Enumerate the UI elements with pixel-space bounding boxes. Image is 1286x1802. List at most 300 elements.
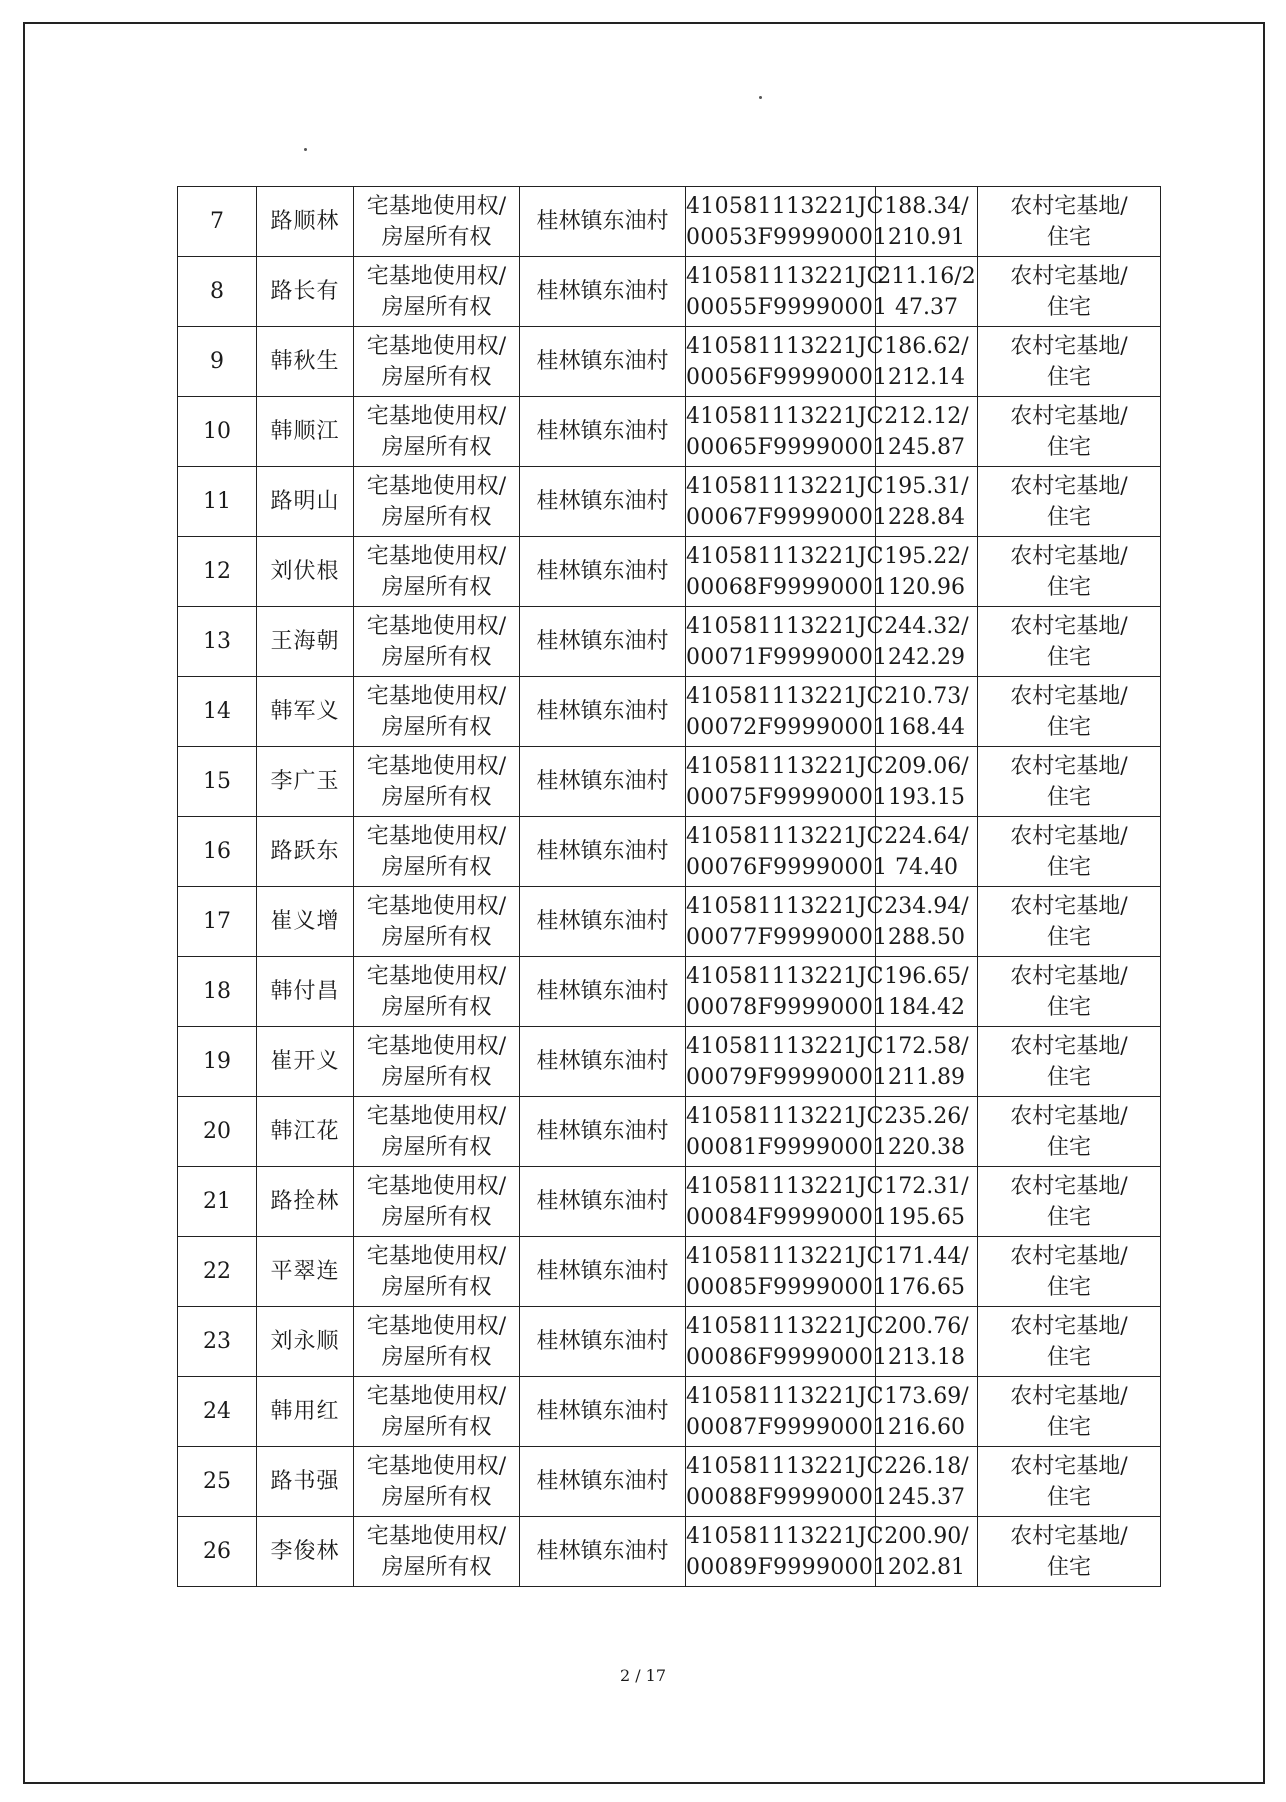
cell-property-code-line-1: 410581113221JC (686, 683, 884, 709)
cell-number: 10 (178, 397, 257, 467)
cell-usage-line-2: 住宅 (1046, 434, 1091, 460)
cell-owner-name: 王海朝 (257, 607, 354, 677)
cell-usage-line-2: 住宅 (1046, 1344, 1091, 1370)
cell-usage-line-2: 住宅 (1046, 714, 1091, 740)
cell-property-code-line-2: 00075F99990001 (686, 784, 888, 810)
cell-usage-line-2: 住宅 (1046, 1274, 1091, 1300)
cell-property-code-line-2: 00077F99990001 (686, 924, 888, 950)
cell-area-line-1: 195.22/ (884, 543, 969, 569)
cell-area (876, 677, 978, 747)
cell-area-line-2: 213.18 (888, 1344, 965, 1370)
cell-area (876, 607, 978, 677)
cell-usage-line-2: 住宅 (1046, 1554, 1091, 1580)
cell-usage-line-1: 农村宅基地/ (1010, 1523, 1128, 1549)
cell-right-type-line-1: 宅基地使用权/ (366, 893, 507, 919)
scan-speck (304, 148, 307, 151)
cell-location: 桂林镇东油村 (520, 1097, 686, 1167)
cell-property-code (686, 957, 888, 1027)
cell-location: 桂林镇东油村 (520, 747, 686, 817)
cell-property-code-line-1: 410581113221JC (686, 1103, 884, 1129)
cell-area-line-1: 200.90/ (884, 1523, 969, 1549)
cell-area-line-2: 228.84 (888, 504, 965, 530)
cell-right-type (354, 257, 520, 327)
cell-usage-line-2: 住宅 (1046, 1484, 1091, 1510)
cell-area (876, 887, 978, 957)
cell-location: 桂林镇东油村 (520, 1027, 686, 1097)
cell-area-line-1: 211.16/2 (877, 263, 976, 289)
cell-area-line-1: 188.34/ (884, 193, 969, 219)
cell-area-line-2: 210.91 (888, 224, 965, 250)
cell-number: 21 (178, 1167, 257, 1237)
cell-area (876, 1027, 978, 1097)
cell-usage-line-2: 住宅 (1046, 1204, 1091, 1230)
cell-area (876, 1447, 978, 1517)
table-row (178, 1447, 1161, 1517)
cell-owner-name: 路明山 (257, 467, 354, 537)
cell-number: 8 (178, 257, 257, 327)
scan-speck (759, 96, 762, 99)
cell-property-code (686, 817, 888, 887)
cell-property-code (686, 327, 888, 397)
cell-area (876, 957, 978, 1027)
table-row (178, 1097, 1161, 1167)
table-row (178, 747, 1161, 817)
cell-right-type (354, 327, 520, 397)
cell-area-line-2: 184.42 (888, 994, 965, 1020)
cell-area-line-1: 200.76/ (884, 1313, 969, 1339)
cell-owner-name: 路长有 (257, 257, 354, 327)
cell-area (876, 467, 978, 537)
cell-property-code-line-1: 410581113221JC (686, 1523, 884, 1549)
cell-area-line-1: 224.64/ (884, 823, 969, 849)
cell-owner-name: 韩用红 (257, 1377, 354, 1447)
cell-area-line-1: 171.44/ (884, 1243, 969, 1269)
cell-property-code-line-2: 00067F99990001 (686, 504, 888, 530)
cell-right-type-line-2: 房屋所有权 (381, 434, 492, 460)
cell-right-type-line-2: 房屋所有权 (381, 1204, 492, 1230)
cell-area (876, 1167, 978, 1237)
cell-right-type-line-2: 房屋所有权 (381, 364, 492, 390)
cell-usage (978, 1167, 1161, 1237)
cell-property-code (686, 1097, 888, 1167)
cell-location: 桂林镇东油村 (520, 397, 686, 467)
cell-property-code-line-2: 00085F99990001 (686, 1274, 888, 1300)
cell-usage (978, 187, 1161, 257)
cell-property-code (686, 1167, 888, 1237)
cell-right-type (354, 677, 520, 747)
cell-usage (978, 1447, 1161, 1517)
table-row (178, 1237, 1161, 1307)
table-row (178, 1027, 1161, 1097)
cell-right-type-line-1: 宅基地使用权/ (366, 683, 507, 709)
cell-usage-line-2: 住宅 (1046, 854, 1091, 880)
cell-property-code (686, 1377, 888, 1447)
cell-usage (978, 677, 1161, 747)
cell-property-code-line-2: 00068F99990001 (686, 574, 888, 600)
cell-right-type-line-2: 房屋所有权 (381, 574, 492, 600)
cell-location: 桂林镇东油村 (520, 327, 686, 397)
cell-property-code-line-2: 00081F99990001 (686, 1134, 888, 1160)
cell-location: 桂林镇东油村 (520, 467, 686, 537)
cell-property-code-line-2: 00053F99990001 (686, 224, 888, 250)
cell-right-type (354, 817, 520, 887)
cell-area-line-1: 195.31/ (884, 473, 969, 499)
cell-usage-line-2: 住宅 (1046, 924, 1091, 950)
cell-right-type-line-2: 房屋所有权 (381, 1554, 492, 1580)
cell-number: 12 (178, 537, 257, 607)
cell-area (876, 1237, 978, 1307)
cell-property-code-line-2: 00056F99990001 (686, 364, 888, 390)
cell-area-line-2: 202.81 (888, 1554, 965, 1580)
cell-owner-name: 路顺林 (257, 187, 354, 257)
cell-usage-line-2: 住宅 (1046, 224, 1091, 250)
cell-area-line-2: 245.37 (888, 1484, 965, 1510)
cell-right-type-line-1: 宅基地使用权/ (366, 263, 507, 289)
cell-right-type (354, 397, 520, 467)
cell-area (876, 817, 978, 887)
cell-property-code (686, 257, 888, 327)
cell-location: 桂林镇东油村 (520, 957, 686, 1027)
cell-area (876, 397, 978, 467)
cell-area-line-1: 234.94/ (884, 893, 969, 919)
cell-property-code-line-2: 00087F99990001 (686, 1414, 888, 1440)
cell-property-code-line-2: 00088F99990001 (686, 1484, 888, 1510)
cell-property-code-line-1: 410581113221JC (686, 1033, 884, 1059)
cell-right-type (354, 537, 520, 607)
cell-property-code-line-1: 410581113221JC (686, 1173, 884, 1199)
cell-right-type (354, 1307, 520, 1377)
cell-property-code-line-2: 00076F99990001 (686, 854, 888, 880)
cell-right-type (354, 1447, 520, 1517)
cell-property-code-line-2: 00079F99990001 (686, 1064, 888, 1090)
cell-area (876, 1517, 978, 1587)
cell-property-code (686, 1307, 888, 1377)
cell-right-type (354, 747, 520, 817)
cell-property-code-line-1: 410581113221JC (686, 963, 884, 989)
cell-area-line-1: 196.65/ (884, 963, 969, 989)
cell-usage-line-1: 农村宅基地/ (1010, 1103, 1128, 1129)
cell-right-type-line-1: 宅基地使用权/ (366, 1173, 507, 1199)
cell-right-type-line-2: 房屋所有权 (381, 1414, 492, 1440)
cell-usage (978, 397, 1161, 467)
cell-usage (978, 537, 1161, 607)
cell-number: 22 (178, 1237, 257, 1307)
cell-right-type-line-1: 宅基地使用权/ (366, 1033, 507, 1059)
cell-usage (978, 1307, 1161, 1377)
cell-usage-line-2: 住宅 (1046, 1414, 1091, 1440)
cell-right-type-line-1: 宅基地使用权/ (366, 543, 507, 569)
cell-usage-line-1: 农村宅基地/ (1010, 543, 1128, 569)
cell-area-line-2: 212.14 (888, 364, 965, 390)
cell-location: 桂林镇东油村 (520, 677, 686, 747)
cell-area-line-1: 172.58/ (884, 1033, 969, 1059)
cell-area-line-2: 242.29 (888, 644, 965, 670)
cell-property-code-line-2: 00055F99990001 (686, 294, 888, 320)
cell-owner-name: 刘伏根 (257, 537, 354, 607)
cell-right-type-line-1: 宅基地使用权/ (366, 1103, 507, 1129)
cell-location: 桂林镇东油村 (520, 257, 686, 327)
cell-property-code (686, 1447, 888, 1517)
cell-area-line-2: 220.38 (888, 1134, 965, 1160)
cell-usage (978, 817, 1161, 887)
cell-property-code-line-1: 410581113221JC (686, 1383, 884, 1409)
cell-property-code-line-2: 00065F99990001 (686, 434, 888, 460)
cell-right-type-line-2: 房屋所有权 (381, 994, 492, 1020)
cell-right-type-line-2: 房屋所有权 (381, 224, 492, 250)
cell-number: 17 (178, 887, 257, 957)
cell-right-type-line-2: 房屋所有权 (381, 784, 492, 810)
cell-usage-line-1: 农村宅基地/ (1010, 1383, 1128, 1409)
cell-right-type (354, 887, 520, 957)
cell-right-type-line-2: 房屋所有权 (381, 1344, 492, 1370)
cell-right-type-line-2: 房屋所有权 (381, 1484, 492, 1510)
cell-property-code (686, 397, 888, 467)
cell-area-line-2: 216.60 (888, 1414, 965, 1440)
cell-number: 7 (178, 187, 257, 257)
cell-property-code (686, 887, 888, 957)
cell-area-line-2: 288.50 (888, 924, 965, 950)
cell-usage-line-2: 住宅 (1046, 504, 1091, 530)
cell-location: 桂林镇东油村 (520, 1167, 686, 1237)
cell-number: 26 (178, 1517, 257, 1587)
cell-usage (978, 1517, 1161, 1587)
cell-right-type-line-1: 宅基地使用权/ (366, 823, 507, 849)
cell-usage (978, 887, 1161, 957)
cell-usage-line-1: 农村宅基地/ (1010, 1033, 1128, 1059)
cell-area (876, 747, 978, 817)
cell-usage-line-1: 农村宅基地/ (1010, 263, 1128, 289)
cell-area (876, 1097, 978, 1167)
cell-owner-name: 路跃东 (257, 817, 354, 887)
cell-right-type-line-1: 宅基地使用权/ (366, 963, 507, 989)
cell-right-type-line-1: 宅基地使用权/ (366, 613, 507, 639)
table-row (178, 397, 1161, 467)
cell-owner-name: 李广玉 (257, 747, 354, 817)
cell-property-code (686, 187, 888, 257)
cell-location: 桂林镇东油村 (520, 607, 686, 677)
cell-usage (978, 327, 1161, 397)
cell-area (876, 327, 978, 397)
cell-right-type (354, 467, 520, 537)
cell-right-type (354, 1097, 520, 1167)
cell-area-line-2: 245.87 (888, 434, 965, 460)
table-row (178, 957, 1161, 1027)
cell-right-type-line-1: 宅基地使用权/ (366, 473, 507, 499)
table-row (178, 327, 1161, 397)
cell-owner-name: 路拴林 (257, 1167, 354, 1237)
cell-property-code-line-1: 410581113221JC (686, 403, 884, 429)
cell-area-line-2: 193.15 (888, 784, 965, 810)
cell-property-code-line-2: 00072F99990001 (686, 714, 888, 740)
cell-right-type-line-2: 房屋所有权 (381, 1064, 492, 1090)
cell-area-line-2: 120.96 (888, 574, 965, 600)
cell-owner-name: 崔开义 (257, 1027, 354, 1097)
cell-right-type-line-2: 房屋所有权 (381, 714, 492, 740)
cell-right-type-line-1: 宅基地使用权/ (366, 1453, 507, 1479)
table-row (178, 257, 1161, 327)
cell-area (876, 257, 978, 327)
cell-property-code-line-1: 410581113221JC (686, 753, 884, 779)
cell-right-type (354, 1377, 520, 1447)
table-row (178, 187, 1161, 257)
table-row (178, 537, 1161, 607)
cell-owner-name: 韩军义 (257, 677, 354, 747)
cell-right-type (354, 957, 520, 1027)
cell-number: 9 (178, 327, 257, 397)
cell-area-line-2: 195.65 (888, 1204, 965, 1230)
cell-right-type-line-2: 房屋所有权 (381, 644, 492, 670)
cell-number: 19 (178, 1027, 257, 1097)
cell-usage (978, 1027, 1161, 1097)
cell-area-line-2: 47.37 (895, 294, 958, 320)
cell-number: 20 (178, 1097, 257, 1167)
cell-right-type-line-1: 宅基地使用权/ (366, 753, 507, 779)
cell-area (876, 537, 978, 607)
cell-right-type-line-1: 宅基地使用权/ (366, 1523, 507, 1549)
cell-right-type (354, 1237, 520, 1307)
cell-owner-name: 韩顺江 (257, 397, 354, 467)
cell-property-code-line-2: 00086F99990001 (686, 1344, 888, 1370)
cell-property-code-line-1: 410581113221JC (686, 263, 884, 289)
cell-number: 24 (178, 1377, 257, 1447)
cell-usage-line-1: 农村宅基地/ (1010, 893, 1128, 919)
cell-number: 11 (178, 467, 257, 537)
cell-usage-line-2: 住宅 (1046, 1064, 1091, 1090)
cell-property-code-line-1: 410581113221JC (686, 1453, 884, 1479)
cell-usage-line-1: 农村宅基地/ (1010, 403, 1128, 429)
cell-right-type (354, 1027, 520, 1097)
cell-owner-name: 韩付昌 (257, 957, 354, 1027)
cell-property-code-line-1: 410581113221JC (686, 543, 884, 569)
cell-right-type-line-1: 宅基地使用权/ (366, 1313, 507, 1339)
cell-usage (978, 467, 1161, 537)
cell-area-line-1: 210.73/ (884, 683, 969, 709)
cell-usage (978, 257, 1161, 327)
cell-right-type-line-2: 房屋所有权 (381, 1274, 492, 1300)
cell-right-type-line-1: 宅基地使用权/ (366, 1243, 507, 1269)
cell-area-line-1: 209.06/ (884, 753, 969, 779)
cell-property-code (686, 607, 888, 677)
cell-owner-name: 崔义增 (257, 887, 354, 957)
cell-property-code-line-1: 410581113221JC (686, 613, 884, 639)
cell-usage-line-1: 农村宅基地/ (1010, 193, 1128, 219)
cell-property-code (686, 677, 888, 747)
cell-location: 桂林镇东油村 (520, 1447, 686, 1517)
cell-number: 18 (178, 957, 257, 1027)
cell-usage-line-1: 农村宅基地/ (1010, 1173, 1128, 1199)
cell-usage-line-1: 农村宅基地/ (1010, 823, 1128, 849)
cell-right-type-line-1: 宅基地使用权/ (366, 403, 507, 429)
cell-area-line-1: 186.62/ (884, 333, 969, 359)
cell-property-code-line-1: 410581113221JC (686, 823, 884, 849)
table-row (178, 467, 1161, 537)
cell-property-code (686, 467, 888, 537)
cell-number: 25 (178, 1447, 257, 1517)
records-table (177, 186, 1161, 1587)
cell-number: 23 (178, 1307, 257, 1377)
cell-usage-line-2: 住宅 (1046, 574, 1091, 600)
cell-right-type-line-1: 宅基地使用权/ (366, 193, 507, 219)
cell-property-code (686, 1237, 888, 1307)
cell-right-type (354, 187, 520, 257)
cell-number: 16 (178, 817, 257, 887)
cell-area-line-1: 212.12/ (884, 403, 969, 429)
cell-area (876, 187, 978, 257)
cell-right-type-line-2: 房屋所有权 (381, 504, 492, 530)
cell-owner-name: 平翠连 (257, 1237, 354, 1307)
cell-usage (978, 747, 1161, 817)
cell-location: 桂林镇东油村 (520, 887, 686, 957)
cell-property-code (686, 747, 888, 817)
table-row (178, 677, 1161, 747)
cell-usage-line-1: 农村宅基地/ (1010, 473, 1128, 499)
cell-right-type (354, 607, 520, 677)
cell-usage (978, 1377, 1161, 1447)
cell-right-type-line-1: 宅基地使用权/ (366, 333, 507, 359)
cell-usage-line-2: 住宅 (1046, 294, 1091, 320)
cell-usage-line-2: 住宅 (1046, 1134, 1091, 1160)
cell-location: 桂林镇东油村 (520, 1237, 686, 1307)
cell-location: 桂林镇东油村 (520, 1307, 686, 1377)
cell-right-type-line-2: 房屋所有权 (381, 924, 492, 950)
cell-usage (978, 957, 1161, 1027)
table-row (178, 817, 1161, 887)
cell-property-code (686, 1027, 888, 1097)
cell-location: 桂林镇东油村 (520, 1517, 686, 1587)
cell-usage-line-2: 住宅 (1046, 994, 1091, 1020)
records-table-body (178, 187, 1161, 1587)
cell-area-line-1: 173.69/ (884, 1383, 969, 1409)
cell-property-code-line-1: 410581113221JC (686, 1243, 884, 1269)
cell-area-line-2: 176.65 (888, 1274, 965, 1300)
table-row (178, 607, 1161, 677)
cell-usage-line-1: 农村宅基地/ (1010, 753, 1128, 779)
cell-location: 桂林镇东油村 (520, 537, 686, 607)
cell-usage-line-1: 农村宅基地/ (1010, 1243, 1128, 1269)
cell-area-line-1: 235.26/ (884, 1103, 969, 1129)
cell-usage-line-1: 农村宅基地/ (1010, 1313, 1128, 1339)
cell-usage-line-2: 住宅 (1046, 784, 1091, 810)
cell-property-code-line-1: 410581113221JC (686, 473, 884, 499)
cell-usage (978, 607, 1161, 677)
cell-property-code (686, 537, 888, 607)
cell-usage-line-2: 住宅 (1046, 644, 1091, 670)
cell-location: 桂林镇东油村 (520, 817, 686, 887)
cell-number: 13 (178, 607, 257, 677)
cell-right-type-line-2: 房屋所有权 (381, 1134, 492, 1160)
cell-right-type (354, 1167, 520, 1237)
cell-property-code-line-1: 410581113221JC (686, 1313, 884, 1339)
cell-right-type (354, 1517, 520, 1587)
cell-area-line-2: 74.40 (895, 854, 958, 880)
cell-owner-name: 韩秋生 (257, 327, 354, 397)
page-number: 2 / 17 (619, 1666, 667, 1685)
cell-property-code-line-2: 00071F99990001 (686, 644, 888, 670)
cell-usage-line-1: 农村宅基地/ (1010, 683, 1128, 709)
cell-usage-line-1: 农村宅基地/ (1010, 963, 1128, 989)
cell-number: 15 (178, 747, 257, 817)
cell-property-code-line-2: 00078F99990001 (686, 994, 888, 1020)
cell-location: 桂林镇东油村 (520, 1377, 686, 1447)
cell-property-code-line-2: 00089F99990001 (686, 1554, 888, 1580)
table-row (178, 887, 1161, 957)
cell-area (876, 1377, 978, 1447)
cell-area-line-1: 244.32/ (884, 613, 969, 639)
cell-owner-name: 刘永顺 (257, 1307, 354, 1377)
table-row (178, 1167, 1161, 1237)
cell-property-code-line-1: 410581113221JC (686, 193, 884, 219)
cell-usage-line-1: 农村宅基地/ (1010, 613, 1128, 639)
